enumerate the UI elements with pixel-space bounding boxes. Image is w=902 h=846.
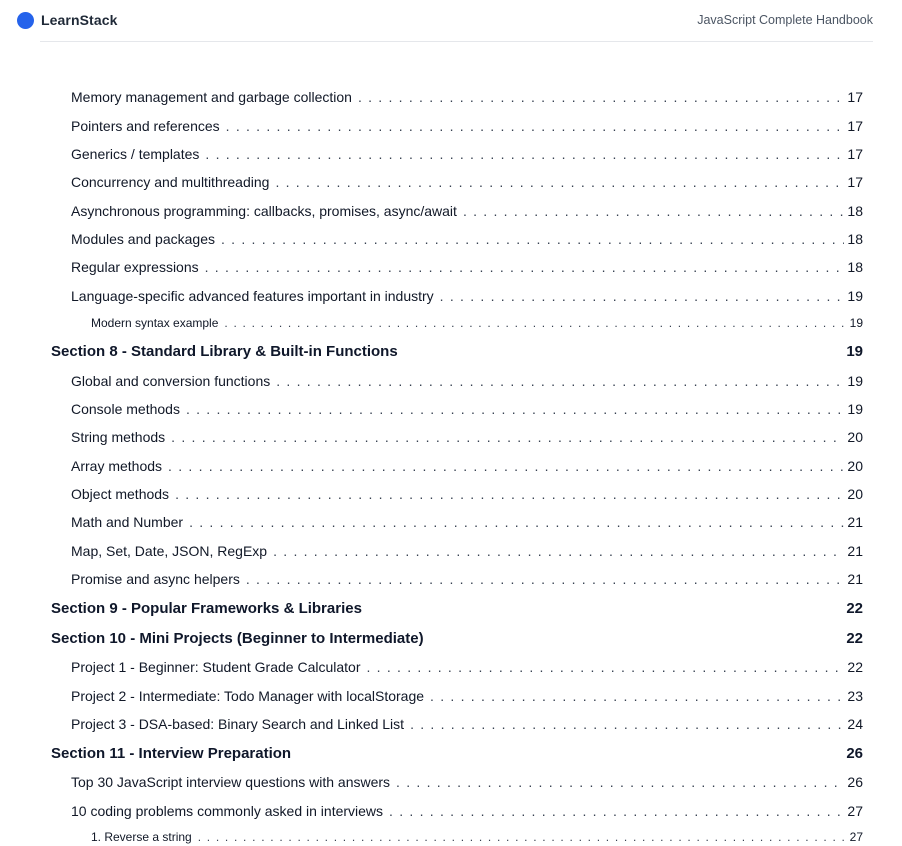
dot-leader (367, 659, 845, 673)
page-header (0, 0, 902, 42)
toc-entry-page: 19 (847, 401, 863, 417)
toc-entry-title: String methods (71, 429, 166, 445)
toc-entry-page: 24 (847, 716, 863, 732)
toc-entry-title: Section 11 - Interview Preparation (51, 745, 292, 762)
toc-entry-page: 19 (847, 373, 863, 389)
dot-leader (226, 118, 845, 132)
toc-entry-title: Project 3 - DSA-based: Binary Search and Linked List (71, 716, 405, 732)
toc-entry[interactable] (71, 146, 863, 162)
dot-leader (224, 316, 846, 328)
toc-entry-page: 18 (847, 203, 863, 219)
toc-section-entry[interactable] (51, 630, 863, 647)
toc-entry[interactable] (71, 373, 863, 389)
dot-leader (389, 803, 844, 817)
toc-entry-page: 19 (846, 343, 863, 360)
toc-entry-title: Console methods (71, 401, 180, 417)
toc-entry-title: Object methods (71, 486, 170, 502)
toc-entry[interactable] (71, 429, 863, 445)
toc-entry-title: Modules and packages (71, 231, 215, 247)
toc-entry-title: 10 coding problems commonly asked in interviews (71, 803, 384, 819)
toc-entry-title: Project 2 - Intermediate: Todo Manager with localStorage (71, 688, 425, 704)
toc-section-entry[interactable] (51, 600, 863, 617)
dot-leader (358, 89, 844, 103)
toc-entry-title: Map, Set, Date, JSON, RegExp (71, 543, 268, 559)
toc-entry-page: 19 (847, 288, 863, 304)
toc-entry-page: 21 (847, 514, 863, 530)
brand[interactable] (17, 11, 117, 29)
toc-entry-page: 18 (847, 259, 863, 275)
toc-entry[interactable] (71, 89, 863, 105)
dot-leader (440, 288, 845, 302)
toc-entry[interactable] (71, 174, 863, 190)
header-divider (40, 41, 873, 42)
toc-entry-page: 23 (847, 688, 863, 704)
toc-entry[interactable] (71, 543, 863, 559)
toc-entry[interactable] (71, 514, 863, 530)
dot-leader (410, 716, 844, 730)
toc-entry-title: Section 10 - Mini Projects (Beginner to Intermediate) (51, 630, 424, 647)
dot-leader (276, 373, 844, 387)
toc-entry-title: Asynchronous programming: callbacks, promises, async/await (71, 203, 457, 219)
toc-entry-title: Array methods (71, 458, 163, 474)
toc-entry[interactable] (91, 316, 863, 330)
toc-entry-page: 27 (847, 803, 863, 819)
toc-entry-page: 17 (847, 174, 863, 190)
toc-entry[interactable] (71, 774, 863, 790)
dot-leader (430, 688, 844, 702)
toc-entry-page: 20 (847, 458, 863, 474)
dot-leader (275, 174, 844, 188)
dot-leader (396, 774, 844, 788)
toc-section-entry[interactable] (51, 745, 863, 762)
dot-leader (463, 203, 844, 217)
toc-entry-title: Generics / templates (71, 146, 200, 162)
dot-leader (171, 429, 844, 443)
toc-entry-page: 21 (847, 571, 863, 587)
toc-section-entry[interactable] (51, 343, 863, 360)
toc-entry[interactable] (71, 716, 863, 732)
dot-leader (186, 401, 844, 415)
toc-entry-page: 21 (847, 543, 863, 559)
toc-entry[interactable] (71, 401, 863, 417)
toc-entry-title: Regular expressions (71, 259, 199, 275)
toc-entry-page: 17 (847, 118, 863, 134)
toc-entry[interactable] (71, 118, 863, 134)
dot-leader (168, 458, 844, 472)
toc-entry-title: 1. Reverse a string (91, 830, 192, 844)
toc-entry-page: 18 (847, 231, 863, 247)
toc-entry-title: Pointers and references (71, 118, 220, 134)
toc-entry-page: 22 (846, 630, 863, 647)
toc-entry-page: 20 (847, 486, 863, 502)
toc-entry-title: Section 8 - Standard Library & Built-in Functions (51, 343, 398, 360)
dot-leader (189, 514, 844, 528)
toc-entry-page: 17 (847, 89, 863, 105)
dot-leader (221, 231, 844, 245)
toc-entry-title: Global and conversion functions (71, 373, 271, 389)
toc-entry-page: 20 (847, 429, 863, 445)
toc-entry-title: Math and Number (71, 514, 184, 530)
dot-leader (273, 543, 844, 557)
dot-leader (198, 830, 847, 842)
document-title: JavaScript Complete Handbook (697, 13, 873, 27)
toc-entry-page: 26 (846, 745, 863, 762)
toc-entry[interactable] (71, 203, 863, 219)
toc-entry-title: Section 9 - Popular Frameworks & Libraries (51, 600, 362, 617)
toc-entry[interactable] (71, 458, 863, 474)
toc-entry-page: 19 (849, 316, 863, 330)
toc-entry-title: Promise and async helpers (71, 571, 240, 587)
toc-entry[interactable] (71, 688, 863, 704)
toc-entry[interactable] (71, 659, 863, 675)
toc-entry-title: Modern syntax example (91, 316, 219, 330)
toc-entry-title: Language-specific advanced features important in industry (71, 288, 434, 304)
toc-entry-title: Project 1 - Beginner: Student Grade Calculator (71, 659, 361, 675)
toc-entry[interactable] (71, 231, 863, 247)
toc-entry-page: 26 (847, 774, 863, 790)
brand-name: LearnStack (41, 12, 118, 28)
toc-entry-page: 17 (847, 146, 863, 162)
dot-leader (205, 146, 844, 160)
toc-entry[interactable] (71, 486, 863, 502)
toc-entry-title: Top 30 JavaScript interview questions with answers (71, 774, 391, 790)
toc-entry-title: Concurrency and multithreading (71, 174, 270, 190)
toc-entry-page: 27 (849, 830, 863, 844)
toc-entry-page: 22 (846, 600, 863, 617)
toc-entry[interactable] (91, 830, 863, 844)
toc-entry-page: 22 (847, 659, 863, 675)
dot-leader (246, 571, 845, 585)
dot-leader (205, 259, 845, 273)
toc-entry[interactable] (71, 259, 863, 275)
toc-entry[interactable] (71, 803, 863, 819)
dot-leader (175, 486, 844, 500)
toc-entry-title: Memory management and garbage collection (71, 89, 352, 105)
toc-entry[interactable] (71, 288, 863, 304)
toc-entry[interactable] (71, 571, 863, 587)
brand-logo-icon (17, 12, 34, 29)
